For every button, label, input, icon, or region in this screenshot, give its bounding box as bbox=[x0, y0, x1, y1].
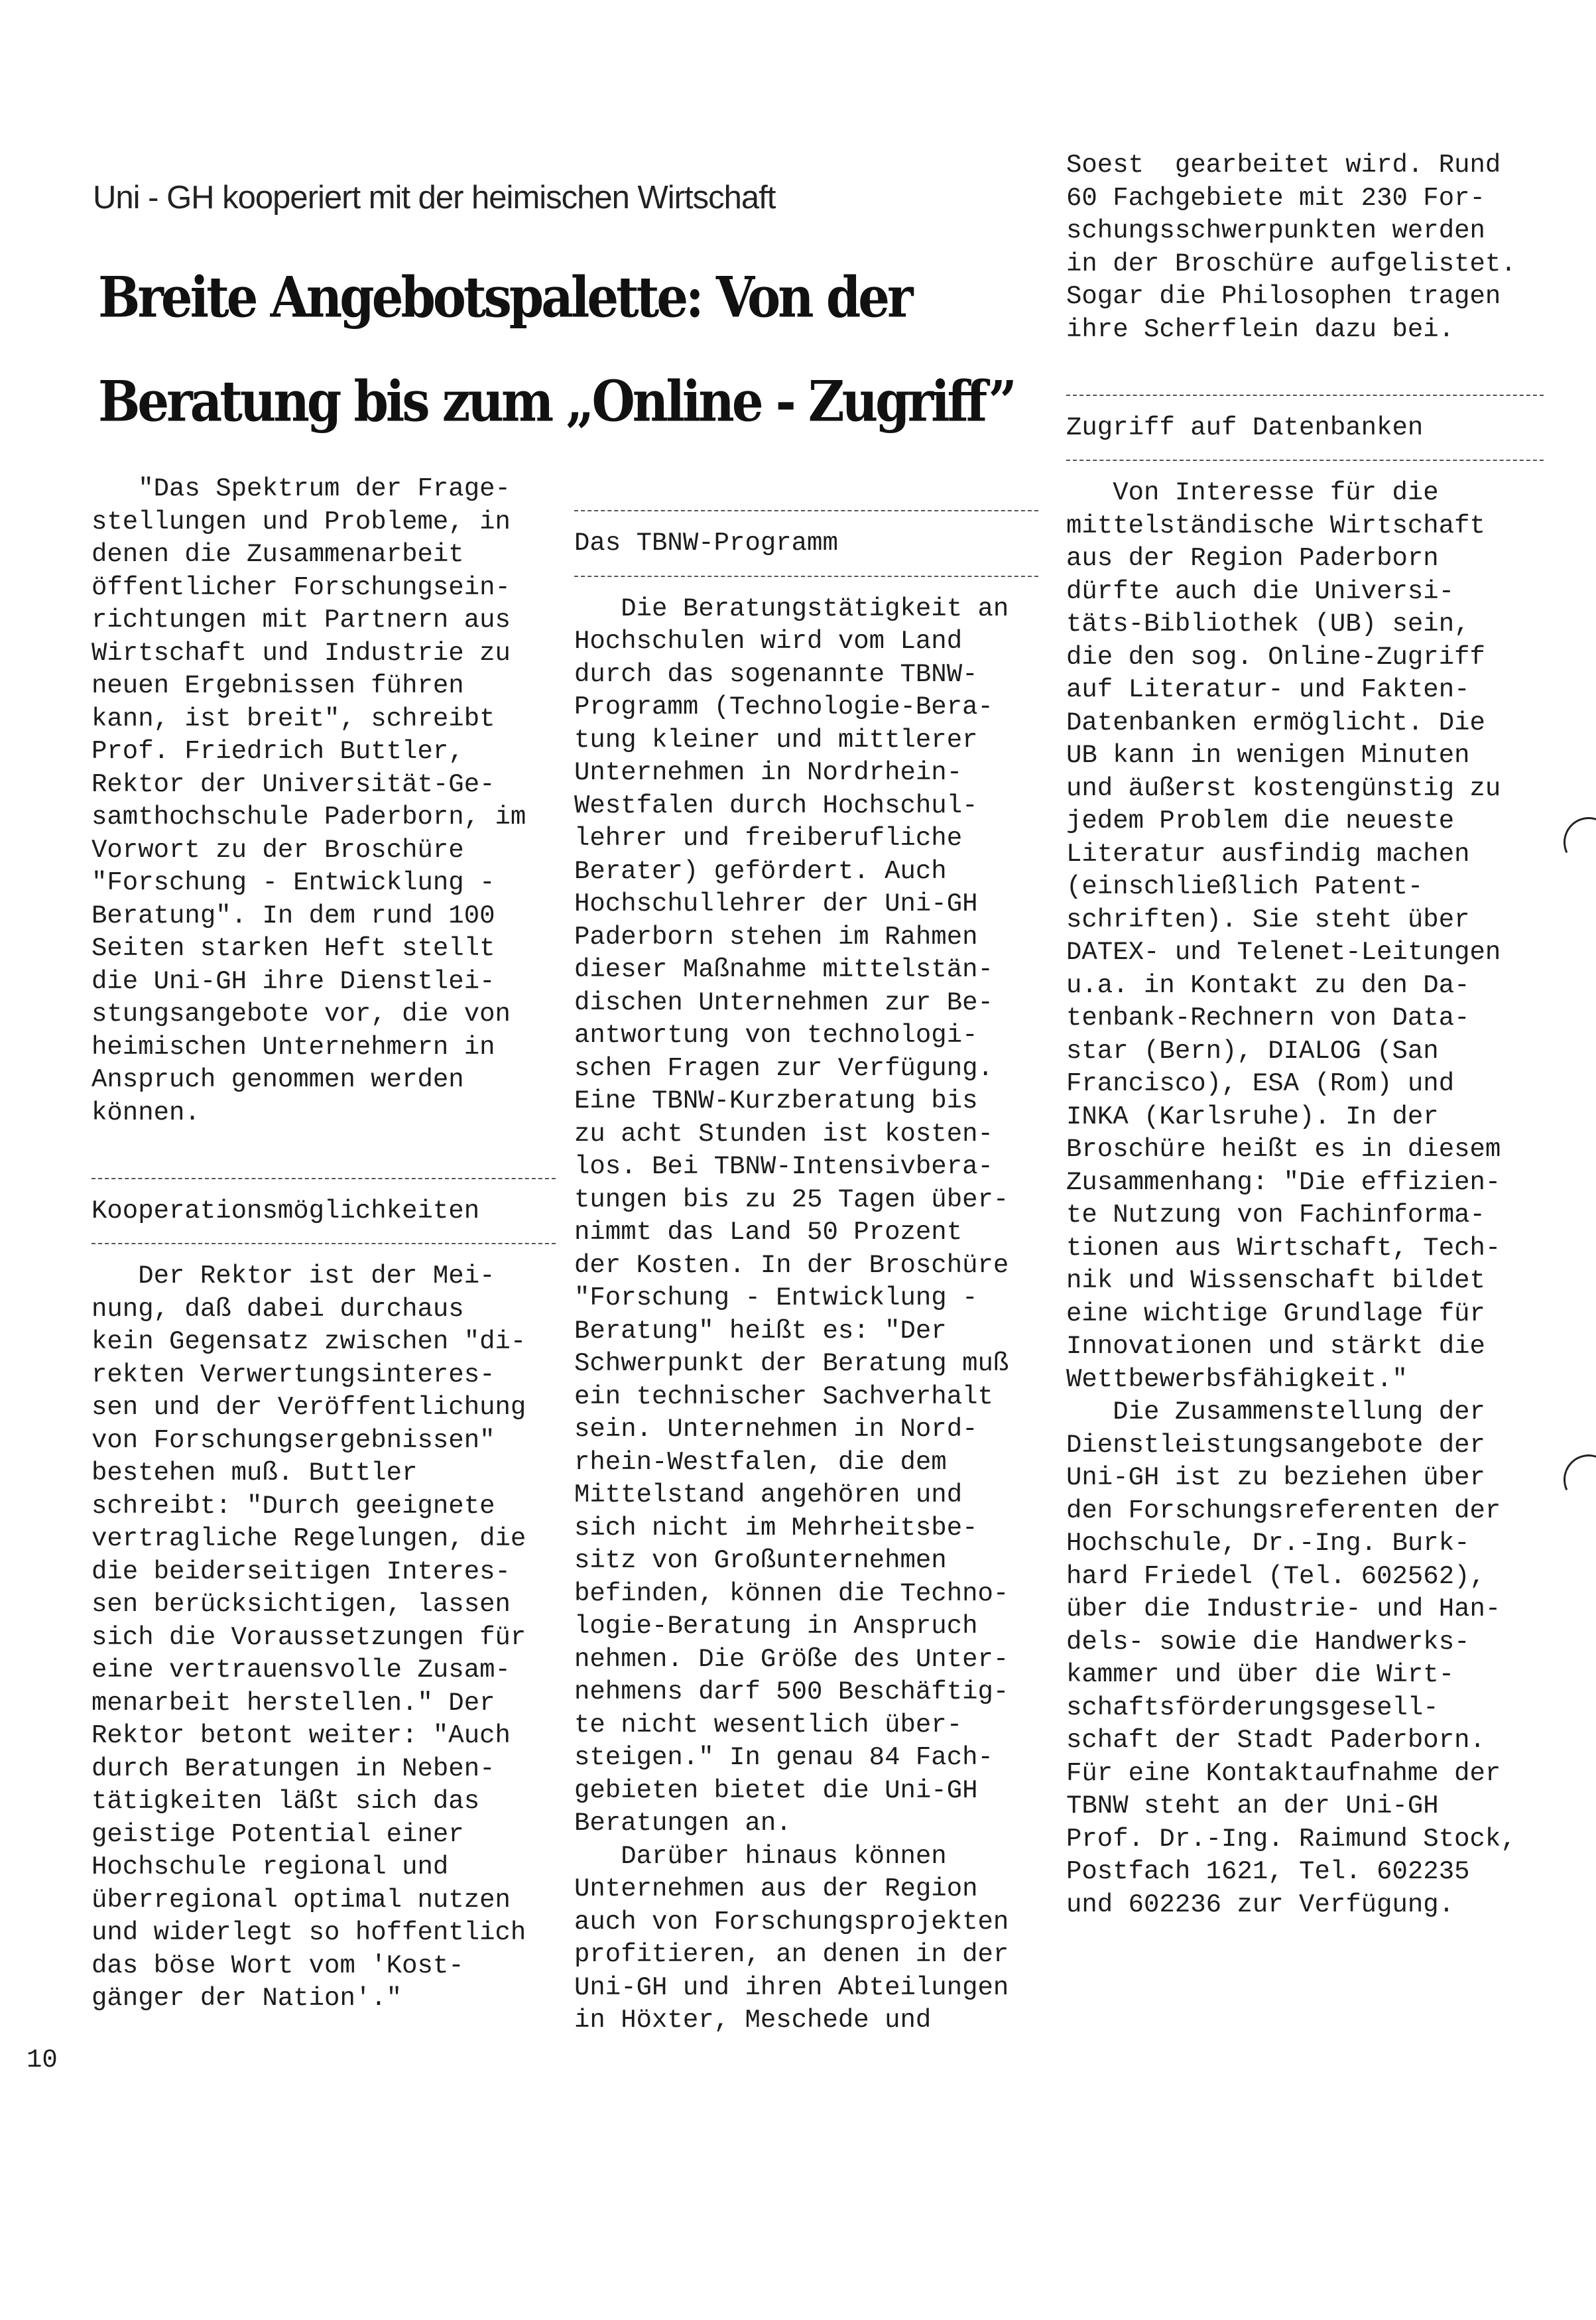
text-line: Datenbanken ermöglicht. Die bbox=[1066, 708, 1485, 738]
text-line: hard Friedel (Tel. 602562), bbox=[1066, 1561, 1485, 1591]
text-line: das böse Wort vom 'Kost- bbox=[92, 1951, 464, 1980]
text-line: Wirtschaft und Industrie zu bbox=[92, 638, 511, 668]
text-line: öffentlicher Forschungsein- bbox=[92, 572, 511, 602]
text-line: DATEX- und Telenet-Leitungen bbox=[1066, 938, 1501, 967]
text-line: schen Fragen zur Verfügung. bbox=[574, 1053, 993, 1083]
text-column-1 bbox=[92, 473, 556, 2016]
text-line: in Höxter, Meschede und bbox=[574, 2006, 932, 2035]
text-line: "Forschung - Entwicklung - bbox=[574, 1283, 978, 1313]
text-line: Zusammenhang: "Die effizien- bbox=[1066, 1167, 1501, 1197]
text-line: tungen bis zu 25 Tagen über- bbox=[574, 1185, 1009, 1214]
text-line: durch das sogenannte TBNW- bbox=[574, 659, 978, 689]
text-line: die Uni-GH ihre Dienstlei- bbox=[92, 966, 495, 996]
text-line: sein. Unternehmen in Nord- bbox=[574, 1415, 978, 1444]
text-line: nimmt das Land 50 Prozent bbox=[574, 1218, 963, 1247]
text-line: Berater) gefördert. Auch bbox=[574, 856, 947, 886]
text-line: und äußerst kostengünstig zu bbox=[1066, 773, 1501, 803]
section-divider bbox=[92, 1178, 556, 1179]
text-line: los. Bei TBNW-Intensivbera- bbox=[574, 1152, 993, 1181]
text-line: auf Literatur- und Fakten- bbox=[1066, 675, 1470, 704]
text-line: richtungen mit Partnern aus bbox=[92, 606, 511, 635]
text-line: Sogar die Philosophen tragen bbox=[1066, 282, 1501, 311]
text-line: schaft der Stadt Paderborn. bbox=[1066, 1726, 1485, 1755]
text-line: Rektor betont weiter: "Auch bbox=[92, 1721, 511, 1750]
text-line: sen und der Veröffentlichung bbox=[92, 1393, 526, 1422]
section-heading: Zugriff auf Datenbanken bbox=[1066, 413, 1424, 442]
text-line: täts-Bibliothek (UB) sein, bbox=[1066, 610, 1470, 639]
text-line: Die Beratungstätigkeit an bbox=[574, 594, 1009, 623]
section-divider bbox=[574, 576, 1038, 577]
text-line: UB kann in wenigen Minuten bbox=[1066, 741, 1470, 770]
text-line: Uni-GH ist zu beziehen über bbox=[1066, 1463, 1485, 1492]
paragraph-spacer bbox=[92, 1129, 556, 1163]
text-line: Für eine Kontaktaufnahme der bbox=[1066, 1758, 1501, 1788]
text-line: Programm (Technologie-Bera- bbox=[574, 692, 993, 722]
section-heading: Das TBNW-Programm bbox=[574, 529, 838, 558]
paragraph-spacer bbox=[1066, 346, 1544, 379]
text-line: über die Industrie- und Han- bbox=[1066, 1594, 1501, 1624]
text-line: nik und Wissenschaft bildet bbox=[1066, 1266, 1485, 1295]
text-line: nung, daß dabei durchaus bbox=[92, 1294, 464, 1324]
text-line: mittelständische Wirtschaft bbox=[1066, 511, 1485, 541]
page-number: 10 bbox=[27, 2045, 58, 2075]
text-line: stungsangebote vor, die von bbox=[92, 999, 511, 1029]
text-line: te nicht wesentlich über- bbox=[574, 1710, 963, 1740]
text-line: Von Interesse für die bbox=[1066, 478, 1439, 507]
text-line: eine wichtige Grundlage für bbox=[1066, 1299, 1485, 1328]
text-line: tionen aus Wirtschaft, Tech- bbox=[1066, 1233, 1501, 1263]
section-divider bbox=[574, 510, 1038, 511]
text-line: Francisco), ESA (Rom) und bbox=[1066, 1069, 1455, 1098]
text-line: Hochschule regional und bbox=[92, 1852, 449, 1882]
text-line: die den sog. Online-Zugriff bbox=[1066, 642, 1485, 672]
text-line: rekten Verwertungsinteres- bbox=[92, 1360, 495, 1389]
text-line: Uni-GH und ihren Abteilungen bbox=[574, 1972, 1009, 2002]
text-column-3 bbox=[1066, 149, 1544, 1921]
text-line: logie-Beratung in Anspruch bbox=[574, 1612, 978, 1641]
text-line: gebieten bietet die Uni-GH bbox=[574, 1775, 978, 1805]
section-divider bbox=[92, 1243, 556, 1244]
text-line: schaftsförderungsgesell- bbox=[1066, 1693, 1439, 1722]
text-line: neuen Ergebnissen führen bbox=[92, 671, 464, 700]
text-line: befinden, können die Techno- bbox=[574, 1579, 1009, 1608]
text-line: antwortung von technologi- bbox=[574, 1021, 978, 1050]
article-kicker: Uni - GH kooperiert mit der heimischen Wirtschaft bbox=[93, 180, 776, 216]
text-line: INKA (Karlsruhe). In der bbox=[1066, 1102, 1439, 1131]
text-line: sitz von Großunternehmen bbox=[574, 1546, 947, 1575]
text-line: Paderborn stehen im Rahmen bbox=[574, 922, 978, 952]
text-line: Darüber hinaus können bbox=[574, 1841, 947, 1871]
text-line: Soest gearbeitet wird. Rund bbox=[1066, 151, 1501, 180]
text-line: ein technischer Sachverhalt bbox=[574, 1382, 993, 1411]
text-line: und widerlegt so hoffentlich bbox=[92, 1918, 526, 1947]
text-line: tung kleiner und mittlerer bbox=[574, 725, 978, 755]
text-line: Literatur ausfindig machen bbox=[1066, 839, 1470, 869]
text-line: bestehen muß. Buttler bbox=[92, 1458, 418, 1488]
text-line: Westfalen durch Hochschul- bbox=[574, 791, 978, 820]
text-line: den Forschungsreferenten der bbox=[1066, 1496, 1501, 1525]
text-line: geistige Potential einer bbox=[92, 1819, 464, 1849]
text-line: in der Broschüre aufgelistet. bbox=[1066, 249, 1516, 279]
text-column-2 bbox=[574, 495, 1038, 2037]
text-line: schreibt: "Durch geeignete bbox=[92, 1491, 495, 1521]
text-line: von Forschungsergebnissen" bbox=[92, 1425, 495, 1455]
text-line: "Forschung - Entwicklung - bbox=[92, 868, 495, 897]
text-line: Anspruch genommen werden bbox=[92, 1065, 464, 1094]
text-line: TBNW steht an der Uni-GH bbox=[1066, 1791, 1439, 1821]
text-line: Prof. Dr.-Ing. Raimund Stock, bbox=[1066, 1824, 1516, 1854]
text-line: zu acht Stunden ist kosten- bbox=[574, 1119, 993, 1149]
text-line: und 602236 zur Verfügung. bbox=[1066, 1890, 1455, 1919]
text-line: ihre Scherflein dazu bei. bbox=[1066, 314, 1455, 344]
text-line: sen berücksichtigen, lassen bbox=[92, 1590, 511, 1619]
text-line: stellungen und Probleme, in bbox=[92, 507, 511, 537]
text-line: te Nutzung von Fachinforma- bbox=[1066, 1200, 1485, 1230]
text-line: Wettbewerbsfähigkeit." bbox=[1066, 1364, 1408, 1394]
text-line: Eine TBNW-Kurzberatung bis bbox=[574, 1086, 978, 1116]
text-line: Unternehmen aus der Region bbox=[574, 1874, 978, 1903]
text-line: dieser Maßnahme mittelstän- bbox=[574, 955, 993, 984]
text-line: nehmens darf 500 Beschäftig- bbox=[574, 1677, 1009, 1707]
text-line: Beratungen an. bbox=[574, 1809, 792, 1838]
text-line: der Kosten. In der Broschüre bbox=[574, 1250, 1009, 1280]
text-line: 60 Fachgebiete mit 230 For- bbox=[1066, 183, 1485, 213]
text-line: gänger der Nation'." bbox=[92, 1984, 402, 2013]
text-line: durch Beratungen in Neben- bbox=[92, 1754, 495, 1783]
text-line: die beiderseitigen Interes- bbox=[92, 1557, 511, 1586]
punch-hole-mark bbox=[1556, 1447, 1596, 1512]
text-line: nehmen. Die Größe des Unter- bbox=[574, 1644, 1009, 1674]
text-line: denen die Zusammenarbeit bbox=[92, 540, 464, 569]
text-line: Schwerpunkt der Beratung muß bbox=[574, 1349, 1009, 1378]
text-line: Die Zusammenstellung der bbox=[1066, 1397, 1485, 1427]
text-line: tätigkeiten läßt sich das bbox=[92, 1787, 480, 1816]
headline-line-1: Breite Angebotspalette: Von der bbox=[98, 265, 911, 330]
text-line: Mittelstand angehören und bbox=[574, 1480, 963, 1510]
text-line: tenbank-Rechnern von Data- bbox=[1066, 1003, 1470, 1033]
text-line: Der Rektor ist der Mei- bbox=[92, 1261, 495, 1291]
text-line: Hochschullehrer der Uni-GH bbox=[574, 889, 978, 919]
text-line: u.a. in Kontakt zu den Da- bbox=[1066, 970, 1470, 1000]
text-line: Seiten starken Heft stellt bbox=[92, 934, 495, 963]
text-line: können. bbox=[92, 1098, 200, 1128]
text-line: Postfach 1621, Tel. 602235 bbox=[1066, 1857, 1470, 1886]
text-line: samthochschule Paderborn, im bbox=[92, 803, 526, 832]
text-line: überregional optimal nutzen bbox=[92, 1885, 511, 1915]
headline-line-2: Beratung bis zum „Online - Zugriff” bbox=[98, 368, 1014, 434]
article-headline bbox=[98, 245, 1014, 454]
text-line: Broschüre heißt es in diesem bbox=[1066, 1135, 1501, 1164]
text-line: sich die Voraussetzungen für bbox=[92, 1622, 526, 1652]
text-line: Innovationen und stärkt die bbox=[1066, 1332, 1485, 1361]
text-line: schriften). Sie steht über bbox=[1066, 905, 1470, 934]
text-line: "Das Spektrum der Frage- bbox=[92, 474, 511, 503]
text-line: dischen Unternehmen zur Be- bbox=[574, 988, 993, 1017]
text-line: kein Gegensatz zwischen "di- bbox=[92, 1327, 526, 1356]
punch-hole-mark bbox=[1556, 810, 1596, 874]
text-line: Vorwort zu der Broschüre bbox=[92, 835, 464, 865]
text-line: menarbeit herstellen." Der bbox=[92, 1688, 495, 1718]
text-line: kann, ist breit", schreibt bbox=[92, 704, 495, 734]
text-line: Hochschule, Dr.-Ing. Burk- bbox=[1066, 1529, 1470, 1558]
text-line: eine vertrauensvolle Zusam- bbox=[92, 1655, 511, 1685]
section-divider bbox=[1066, 395, 1544, 396]
text-line: auch von Forschungsprojekten bbox=[574, 1907, 1009, 1937]
text-line: dels- sowie die Handwerks- bbox=[1066, 1627, 1470, 1657]
text-line: star (Bern), DIALOG (San bbox=[1066, 1036, 1439, 1066]
text-line: Beratung". In dem rund 100 bbox=[92, 901, 495, 931]
section-heading: Kooperationsmöglichkeiten bbox=[92, 1196, 480, 1226]
text-line: steigen." In genau 84 Fach- bbox=[574, 1743, 993, 1772]
text-line: jedem Problem die neueste bbox=[1066, 806, 1455, 836]
text-line: lehrer und freiberufliche bbox=[574, 824, 963, 853]
text-line: dürfte auch die Universi- bbox=[1066, 576, 1455, 606]
text-line: sich nicht im Mehrheitsbe- bbox=[574, 1513, 978, 1543]
text-line: schungsschwerpunkten werden bbox=[1066, 216, 1485, 245]
text-line: Beratung" heißt es: "Der bbox=[574, 1316, 947, 1346]
text-line: aus der Region Paderborn bbox=[1066, 544, 1439, 573]
text-line: profitieren, an denen in der bbox=[574, 1940, 1009, 1969]
text-line: Unternehmen in Nordrhein- bbox=[574, 758, 963, 787]
text-line: Dienstleistungsangebote der bbox=[1066, 1430, 1485, 1460]
section-divider bbox=[1066, 460, 1544, 461]
text-line: kammer und über die Wirt- bbox=[1066, 1660, 1455, 1689]
text-line: vertragliche Regelungen, die bbox=[92, 1524, 526, 1553]
text-line: rhein-Westfalen, die dem bbox=[574, 1447, 947, 1477]
text-line: Prof. Friedrich Buttler, bbox=[92, 737, 464, 766]
text-line: (einschließlich Patent- bbox=[1066, 872, 1424, 901]
text-line: heimischen Unternehmern in bbox=[92, 1032, 495, 1062]
text-line: Rektor der Universität-Ge- bbox=[92, 769, 495, 799]
text-line: Hochschulen wird vom Land bbox=[574, 627, 963, 656]
